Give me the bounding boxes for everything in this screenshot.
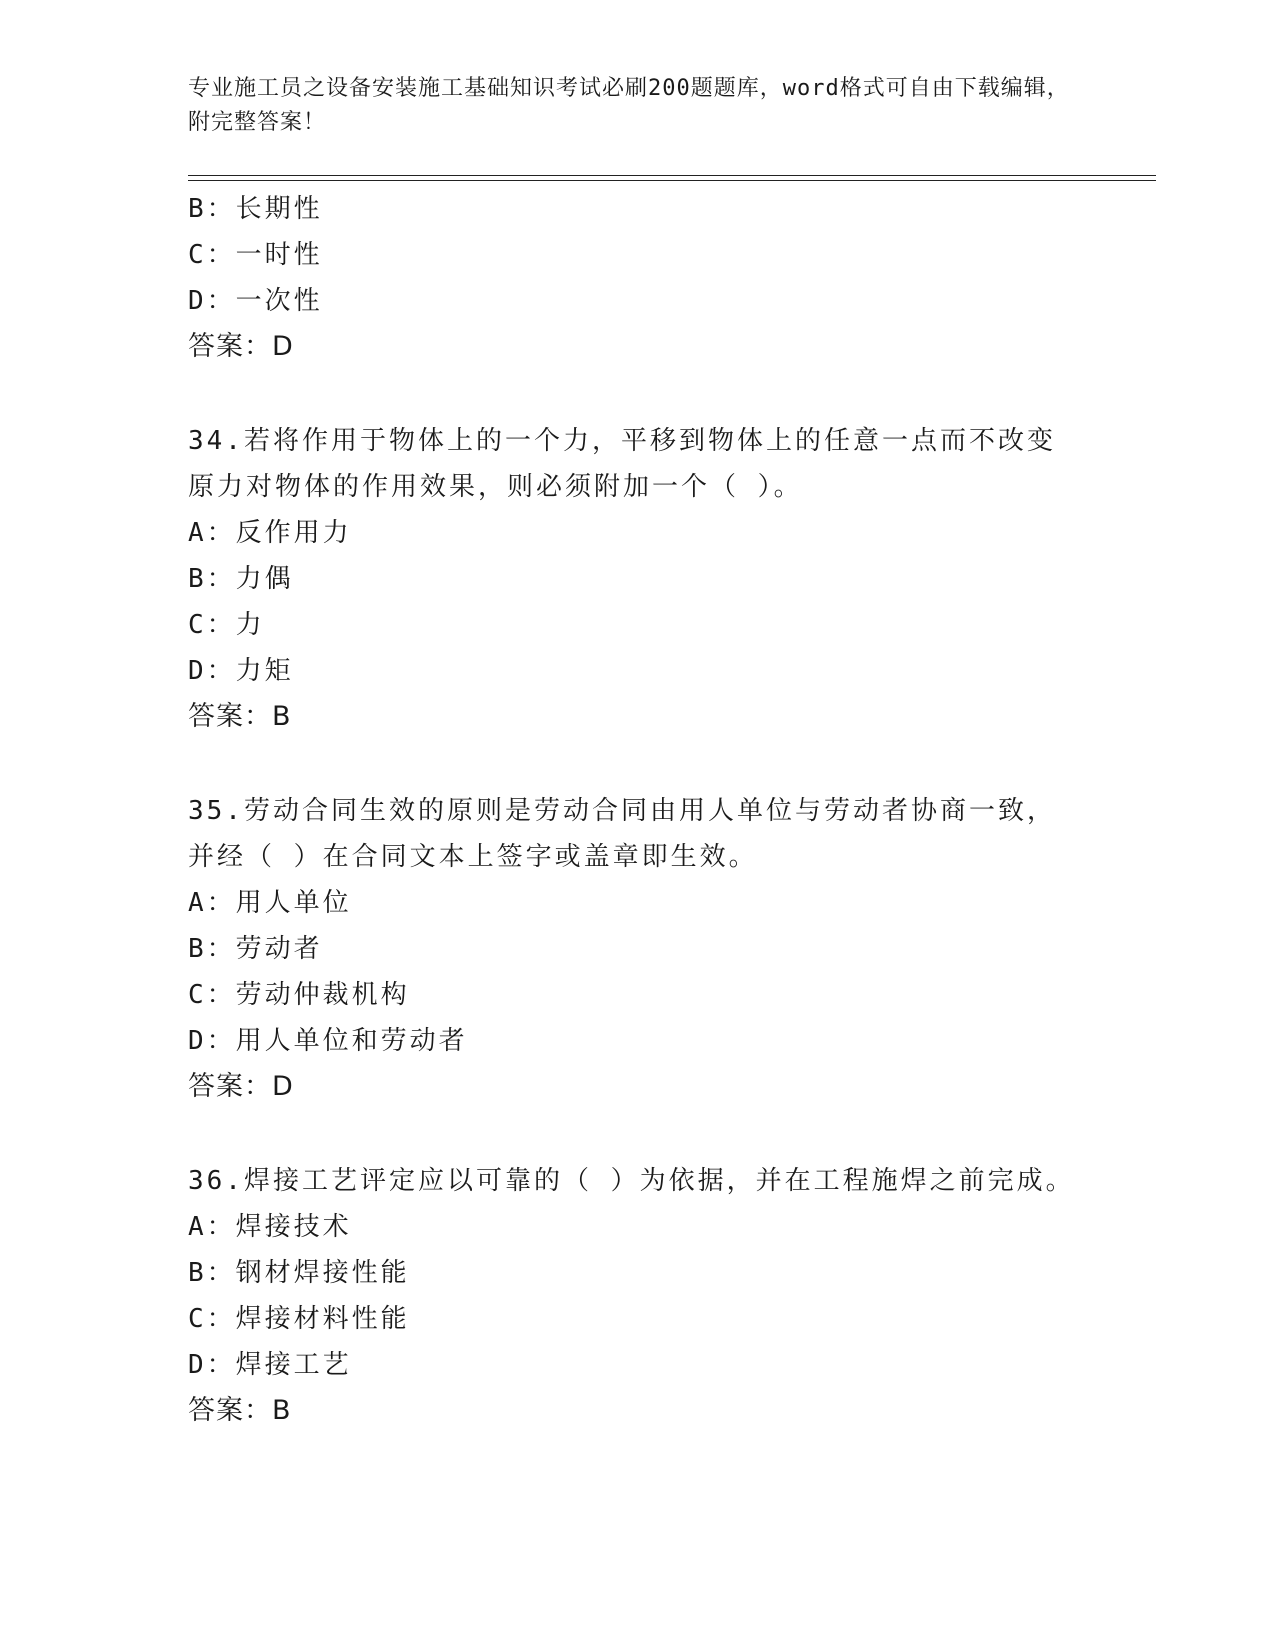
question-stem: 36.焊接工艺评定应以可靠的（ ）为依据，并在工程施焊之前完成。 [188, 1166, 1075, 1196]
question-35 [188, 788, 1088, 1110]
question-36 [188, 1158, 1088, 1434]
option-c: C：劳动仲裁机构 [188, 980, 410, 1010]
answer-line: 答案：D [188, 331, 294, 362]
answer-line: 答案：B [188, 1395, 292, 1426]
header-rule-bottom [188, 180, 1156, 181]
option-a: A：用人单位 [188, 888, 352, 918]
option-b: B：力偶 [188, 564, 294, 594]
option-d: D：一次性 [188, 286, 323, 316]
option-d: D：用人单位和劳动者 [188, 1026, 468, 1056]
option-c: C：力 [188, 610, 265, 640]
question-stem: 35.劳动合同生效的原则是劳动合同由用人单位与劳动者协商一致，并经（ ）在合同文本上签字或盖章即生效。 [188, 796, 1056, 872]
option-a: A：反作用力 [188, 518, 352, 548]
option-d: D：焊接工艺 [188, 1350, 352, 1380]
option-c: C：一时性 [188, 240, 323, 270]
option-d: D：力矩 [188, 656, 294, 686]
question-34 [188, 418, 1088, 740]
answer-line: 答案：B [188, 701, 292, 732]
option-b: B：长期性 [188, 194, 323, 224]
question-stem: 34.若将作用于物体上的一个力，平移到物体上的任意一点而不改变原力对物体的作用效果，则必须附加一个（ ）。 [188, 426, 1056, 502]
document-header: 专业施工员之设备安装施工基础知识考试必刷200题题库，word格式可自由下载编辑，附完整答案！ [188, 76, 1070, 135]
option-b: B：钢材焊接性能 [188, 1258, 410, 1288]
question-33-continued [188, 186, 1088, 370]
option-b: B：劳动者 [188, 934, 323, 964]
option-a: A：焊接技术 [188, 1212, 352, 1242]
question-list [188, 186, 1088, 1434]
option-c: C：焊接材料性能 [188, 1304, 410, 1334]
header-rule-top [188, 175, 1156, 176]
answer-line: 答案：D [188, 1071, 294, 1102]
